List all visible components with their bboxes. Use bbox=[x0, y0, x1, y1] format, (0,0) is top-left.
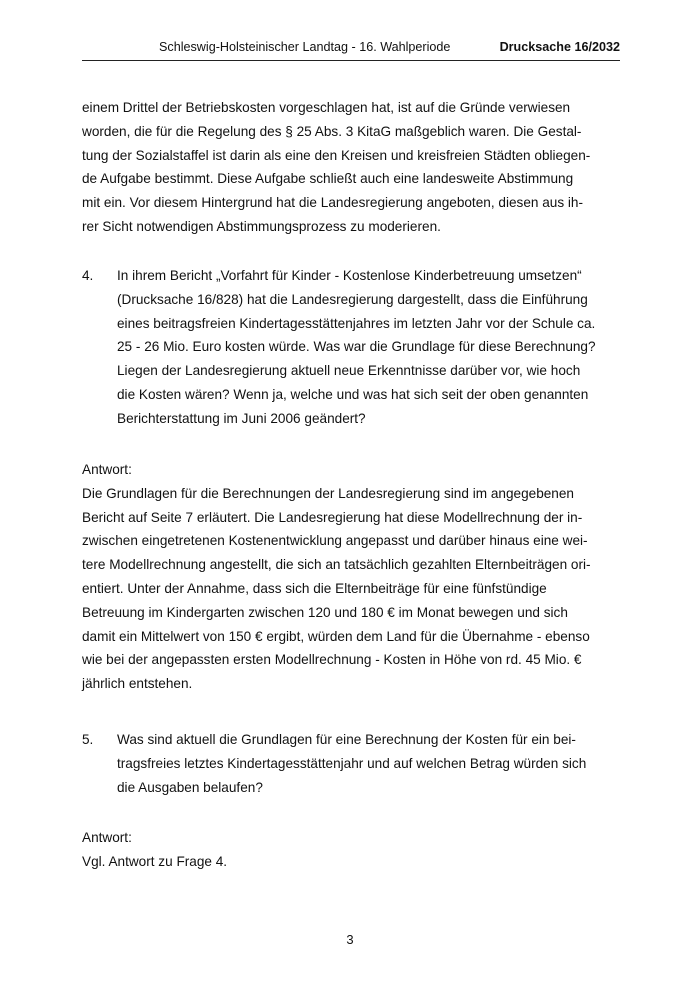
question-number: 4. bbox=[82, 268, 94, 283]
text-line: tere Modellrechnung angestellt, die sich an tatsächlich gezahlten Elternbeiträgen ori- bbox=[82, 557, 591, 573]
question-text bbox=[117, 264, 620, 431]
text-line: zwischen eingetretenen Kostenentwicklung angepasst und darüber hinaus eine wei- bbox=[82, 533, 588, 549]
text-line: Was sind aktuell die Grundlagen für eine Berechnung der Kosten für ein bei- bbox=[117, 732, 576, 747]
text-line: de Aufgabe bestimmt. Diese Aufgabe schließt auch eine landesweite Abstimmung bbox=[82, 171, 574, 187]
text-line: jährlich entstehen. bbox=[82, 676, 193, 692]
question-text bbox=[117, 728, 620, 799]
header-title: Schleswig-Holsteinischer Landtag - 16. Wahlperiode bbox=[159, 40, 451, 54]
answer-label: Antwort: bbox=[82, 462, 132, 477]
text-line: tung der Sozialstaffel ist darin als eine den Kreisen und kreisfreien Städten obliegen- bbox=[82, 147, 591, 163]
text-line: rer Sicht notwendigen Abstimmungsprozess zu moderieren. bbox=[82, 218, 441, 234]
page-number: 3 bbox=[346, 932, 354, 947]
answer-5 bbox=[82, 826, 620, 874]
document-number: Drucksache 16/2032 bbox=[499, 40, 620, 54]
text-line: In ihrem Bericht „Vorfahrt für Kinder - Kostenlose Kinderbetreuung umsetzen“ bbox=[117, 268, 582, 283]
text-line: worden, die für die Regelung des § 25 Abs. 3 KitaG maßgeblich waren. Die Gestal- bbox=[82, 123, 582, 139]
text-line: Bericht auf Seite 7 erläutert. Die Landesregierung hat diese Modellrechnung der in- bbox=[82, 509, 583, 525]
text-line: entiert. Unter der Annahme, dass sich die Elternbeiträge für eine fünfstündige bbox=[82, 580, 547, 596]
answer-4 bbox=[82, 458, 620, 696]
text-line: die Ausgaben belaufen? bbox=[117, 779, 263, 795]
text-line: eines beitragsfreien Kindertagesstättenjahres im letzten Jahr vor der Schule ca. bbox=[117, 315, 596, 331]
text-line: 25 - 26 Mio. Euro kosten würde. Was war die Grundlage für diese Berechnung? bbox=[117, 339, 596, 355]
intro-paragraph bbox=[82, 96, 620, 239]
text-line: Liegen der Landesregierung aktuell neue Erkenntnisse darüber vor, wie hoch bbox=[117, 363, 581, 379]
text-line: damit ein Mittelwert von 150 € ergibt, würden dem Land für die Übernahme - ebenso bbox=[82, 628, 590, 644]
answer-label: Antwort: bbox=[82, 830, 132, 845]
text-line: tragsfreies letztes Kindertagesstättenjahr und auf welchen Betrag würden sich bbox=[117, 755, 587, 771]
page-header bbox=[82, 38, 620, 61]
answer-text: Vgl. Antwort zu Frage 4. bbox=[82, 853, 228, 869]
text-line: Berichterstattung im Juni 2006 geändert? bbox=[117, 410, 366, 426]
text-line: Die Grundlagen für die Berechnungen der Landesregierung sind im angegebenen bbox=[82, 485, 574, 501]
question-number: 5. bbox=[82, 732, 94, 747]
text-line: die Kosten wären? Wenn ja, welche und was hat sich seit der oben genannten bbox=[117, 386, 589, 402]
text-line: wie bei der angepassten ersten Modellrechnung - Kosten in Höhe von rd. 45 Mio. € bbox=[82, 652, 582, 668]
text-line: (Drucksache 16/828) hat die Landesregierung dargestellt, dass die Einführung bbox=[117, 291, 588, 307]
text-line: Betreuung im Kindergarten zwischen 120 und 180 € im Monat bewegen und sich bbox=[82, 604, 568, 620]
text-line: mit ein. Vor diesem Hintergrund hat die Landesregierung angeboten, diesen aus ih- bbox=[82, 195, 584, 211]
text-line: einem Drittel der Betriebskosten vorgeschlagen hat, ist auf die Gründe verwiesen bbox=[82, 100, 571, 115]
